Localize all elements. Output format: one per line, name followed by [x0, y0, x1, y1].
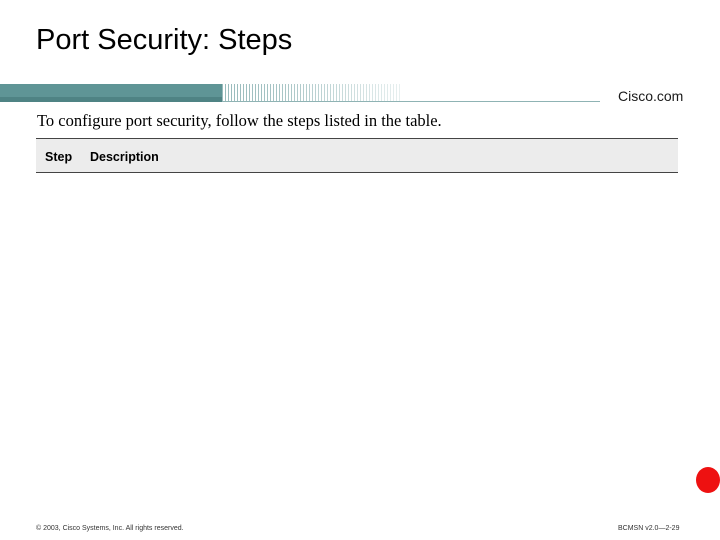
- band-solid-shade: [0, 97, 222, 102]
- band-stripes: [222, 84, 622, 102]
- footer-copyright: © 2003, Cisco Systems, Inc. All rights reserved.: [36, 525, 184, 532]
- column-header-step: Step: [45, 150, 73, 164]
- header-band: [0, 84, 720, 102]
- record-dot-icon: [696, 467, 720, 493]
- column-header-description: Description: [90, 150, 159, 164]
- cisco-logo: Cisco.com: [618, 88, 684, 104]
- footer-slide-ref: BCMSN v2.0—2-29: [618, 525, 680, 532]
- slide-title: Port Security: Steps: [36, 24, 293, 56]
- intro-text: To configure port security, follow the steps listed in the table.: [37, 111, 442, 130]
- steps-table: [36, 138, 678, 173]
